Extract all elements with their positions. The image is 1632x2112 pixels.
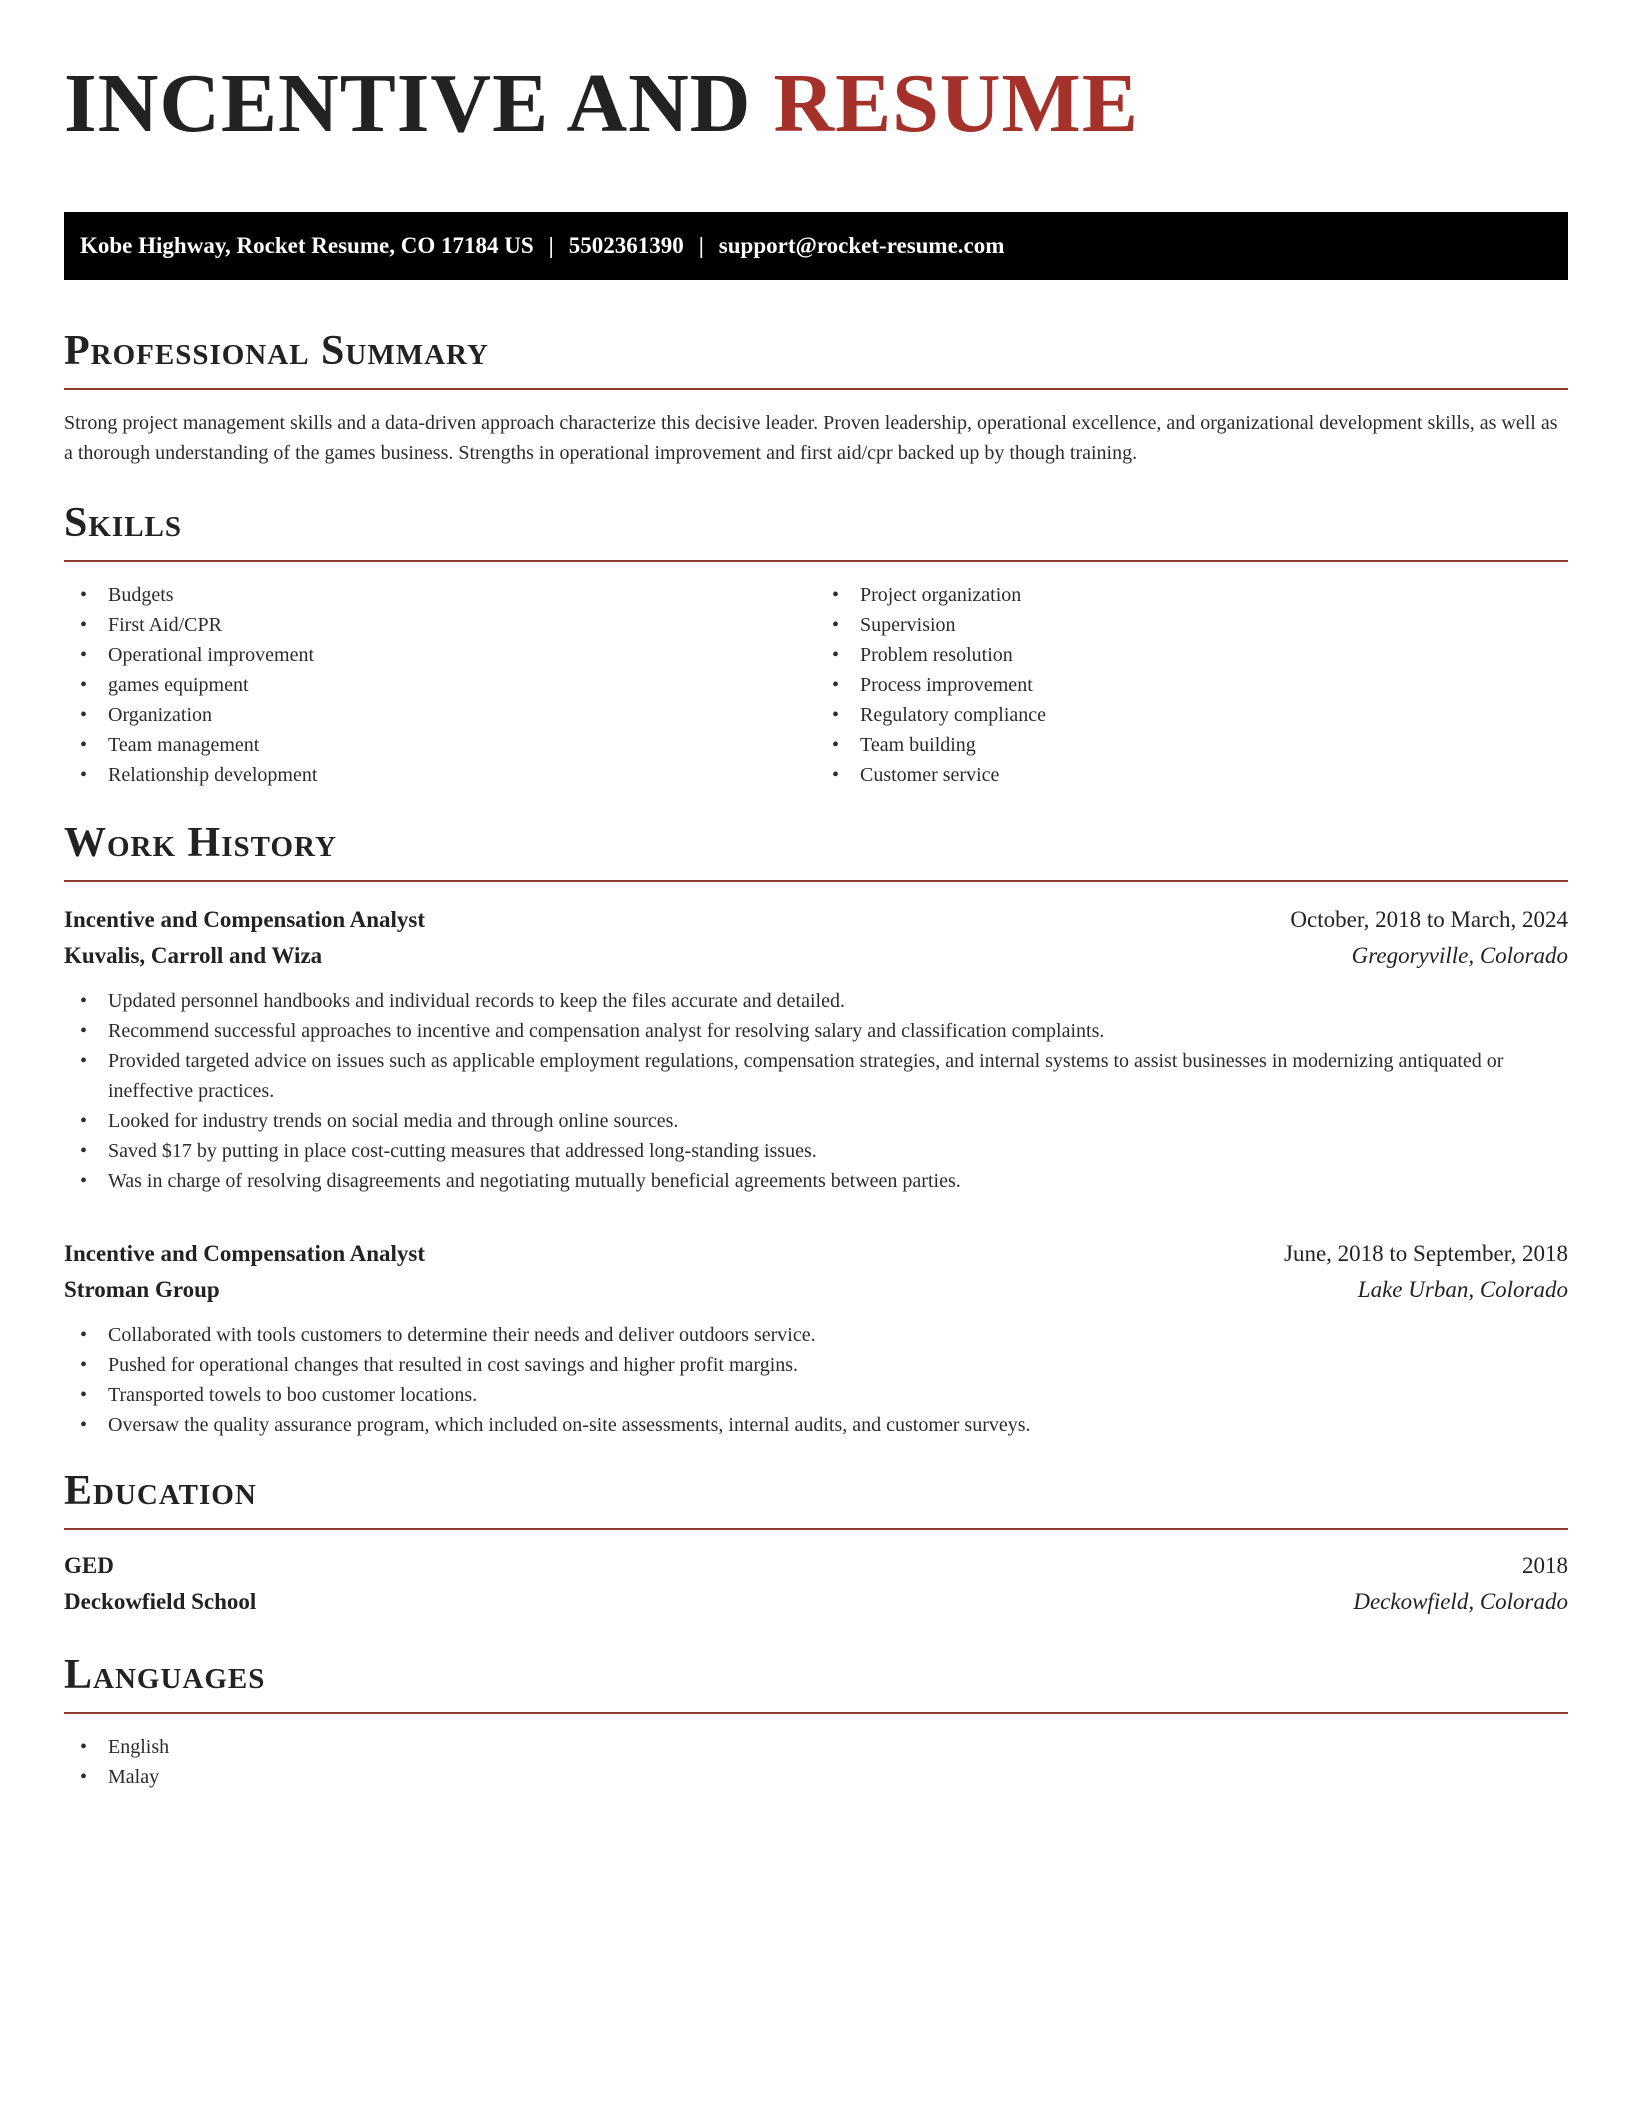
contact-separator: | — [548, 233, 554, 258]
skills-list-right — [816, 580, 1568, 790]
job-company: Stroman Group — [64, 1277, 220, 1302]
skill-item: • Budgets — [64, 580, 816, 610]
skill-item: • Regulatory compliance — [816, 700, 1568, 730]
title-main: INCENTIVE AND — [64, 57, 774, 150]
education-school: Deckowfield School — [64, 1589, 257, 1614]
contact-email: support@rocket-resume.com — [718, 233, 1005, 258]
job-bullets — [64, 986, 1568, 1196]
job-bullet: • Updated personnel handbooks and individual records to keep the files accurate and detailed. — [64, 986, 1568, 1016]
skills-section — [64, 500, 1568, 790]
summary-section — [64, 328, 1568, 468]
job-bullet: • Transported towels to boo customer locations. — [64, 1380, 1568, 1410]
skill-item: • Organization — [64, 700, 816, 730]
skill-item: • Relationship development — [64, 760, 816, 790]
job-location: Lake Urban, Colorado — [1357, 1277, 1568, 1302]
skill-item: • Customer service — [816, 760, 1568, 790]
education-section — [64, 1468, 1568, 1620]
skill-item: • Team management — [64, 730, 816, 760]
title-accent: RESUME — [773, 57, 1139, 150]
contact-separator: | — [698, 233, 704, 258]
job-bullet: • Collaborated with tools customers to determine their needs and deliver outdoors service. — [64, 1320, 1568, 1350]
education-location: Deckowfield, Colorado — [1353, 1589, 1568, 1614]
languages-heading: Languages — [64, 1652, 1568, 1714]
summary-text: Strong project management skills and a data-driven approach characterize this decisive leader. Proven leadership, operational excellence, and organizational development skills, as well as a thorough understanding of the games business. Strengths in operational improvement and first aid/cpr backed up by though training. — [64, 412, 1558, 464]
job-bullet: • Provided targeted advice on issues such as applicable employment regulations, compensation strategies, and internal systems to assist businesses in modernizing antiquated or ineffective practices. — [64, 1046, 1568, 1106]
education-entry — [64, 1548, 1568, 1620]
skill-item: • First Aid/CPR — [64, 610, 816, 640]
education-degree: GED — [64, 1553, 114, 1578]
job-bullet: • Recommend successful approaches to incentive and compensation analyst for resolving salary and classification complaints. — [64, 1016, 1568, 1046]
job-dates: June, 2018 to September, 2018 — [1284, 1241, 1568, 1266]
resume-title — [64, 58, 1568, 150]
job-entry — [64, 1236, 1568, 1440]
job-bullets — [64, 1320, 1568, 1440]
contact-bar — [64, 212, 1568, 280]
skills-heading: Skills — [64, 500, 1568, 562]
skill-item: • Problem resolution — [816, 640, 1568, 670]
job-location: Gregoryville, Colorado — [1351, 943, 1568, 968]
job-company-row — [64, 1272, 1568, 1308]
job-bullet: • Looked for industry trends on social media and through online sources. — [64, 1106, 1568, 1136]
skills-grid — [64, 580, 1568, 790]
job-title: Incentive and Compensation Analyst — [64, 907, 426, 932]
skill-item: • Operational improvement — [64, 640, 816, 670]
language-item: • Malay — [64, 1762, 1568, 1792]
languages-list — [64, 1732, 1568, 1792]
skill-item: • Process improvement — [816, 670, 1568, 700]
skill-item: • games equipment — [64, 670, 816, 700]
skill-item: • Project organization — [816, 580, 1568, 610]
job-company: Kuvalis, Carroll and Wiza — [64, 943, 323, 968]
skill-item: • Team building — [816, 730, 1568, 760]
job-bullet: • Was in charge of resolving disagreements and negotiating mutually beneficial agreements between parties. — [64, 1166, 1568, 1196]
job-bullet: • Oversaw the quality assurance program, which included on-site assessments, internal audits, and customer surveys. — [64, 1410, 1568, 1440]
skill-item: • Supervision — [816, 610, 1568, 640]
job-title-row — [64, 902, 1568, 938]
job-bullet: • Saved $17 by putting in place cost-cutting measures that addressed long-standing issues. — [64, 1136, 1568, 1166]
work-history-section — [64, 820, 1568, 1440]
job-dates: October, 2018 to March, 2024 — [1290, 907, 1568, 932]
job-title-row — [64, 1236, 1568, 1272]
contact-phone: 5502361390 — [568, 233, 684, 258]
contact-address: Kobe Highway, Rocket Resume, CO 17184 US — [80, 233, 534, 258]
languages-section — [64, 1652, 1568, 1792]
education-school-row — [64, 1584, 1568, 1620]
summary-heading: Professional Summary — [64, 328, 1568, 390]
work-history-heading: Work History — [64, 820, 1568, 882]
education-degree-row — [64, 1548, 1568, 1584]
education-year: 2018 — [1522, 1553, 1568, 1578]
education-heading: Education — [64, 1468, 1568, 1530]
job-title: Incentive and Compensation Analyst — [64, 1241, 426, 1266]
language-item: • English — [64, 1732, 1568, 1762]
job-bullet: • Pushed for operational changes that resulted in cost savings and higher profit margins. — [64, 1350, 1568, 1380]
job-entry — [64, 902, 1568, 1196]
job-company-row — [64, 938, 1568, 974]
skills-list-left — [64, 580, 816, 790]
